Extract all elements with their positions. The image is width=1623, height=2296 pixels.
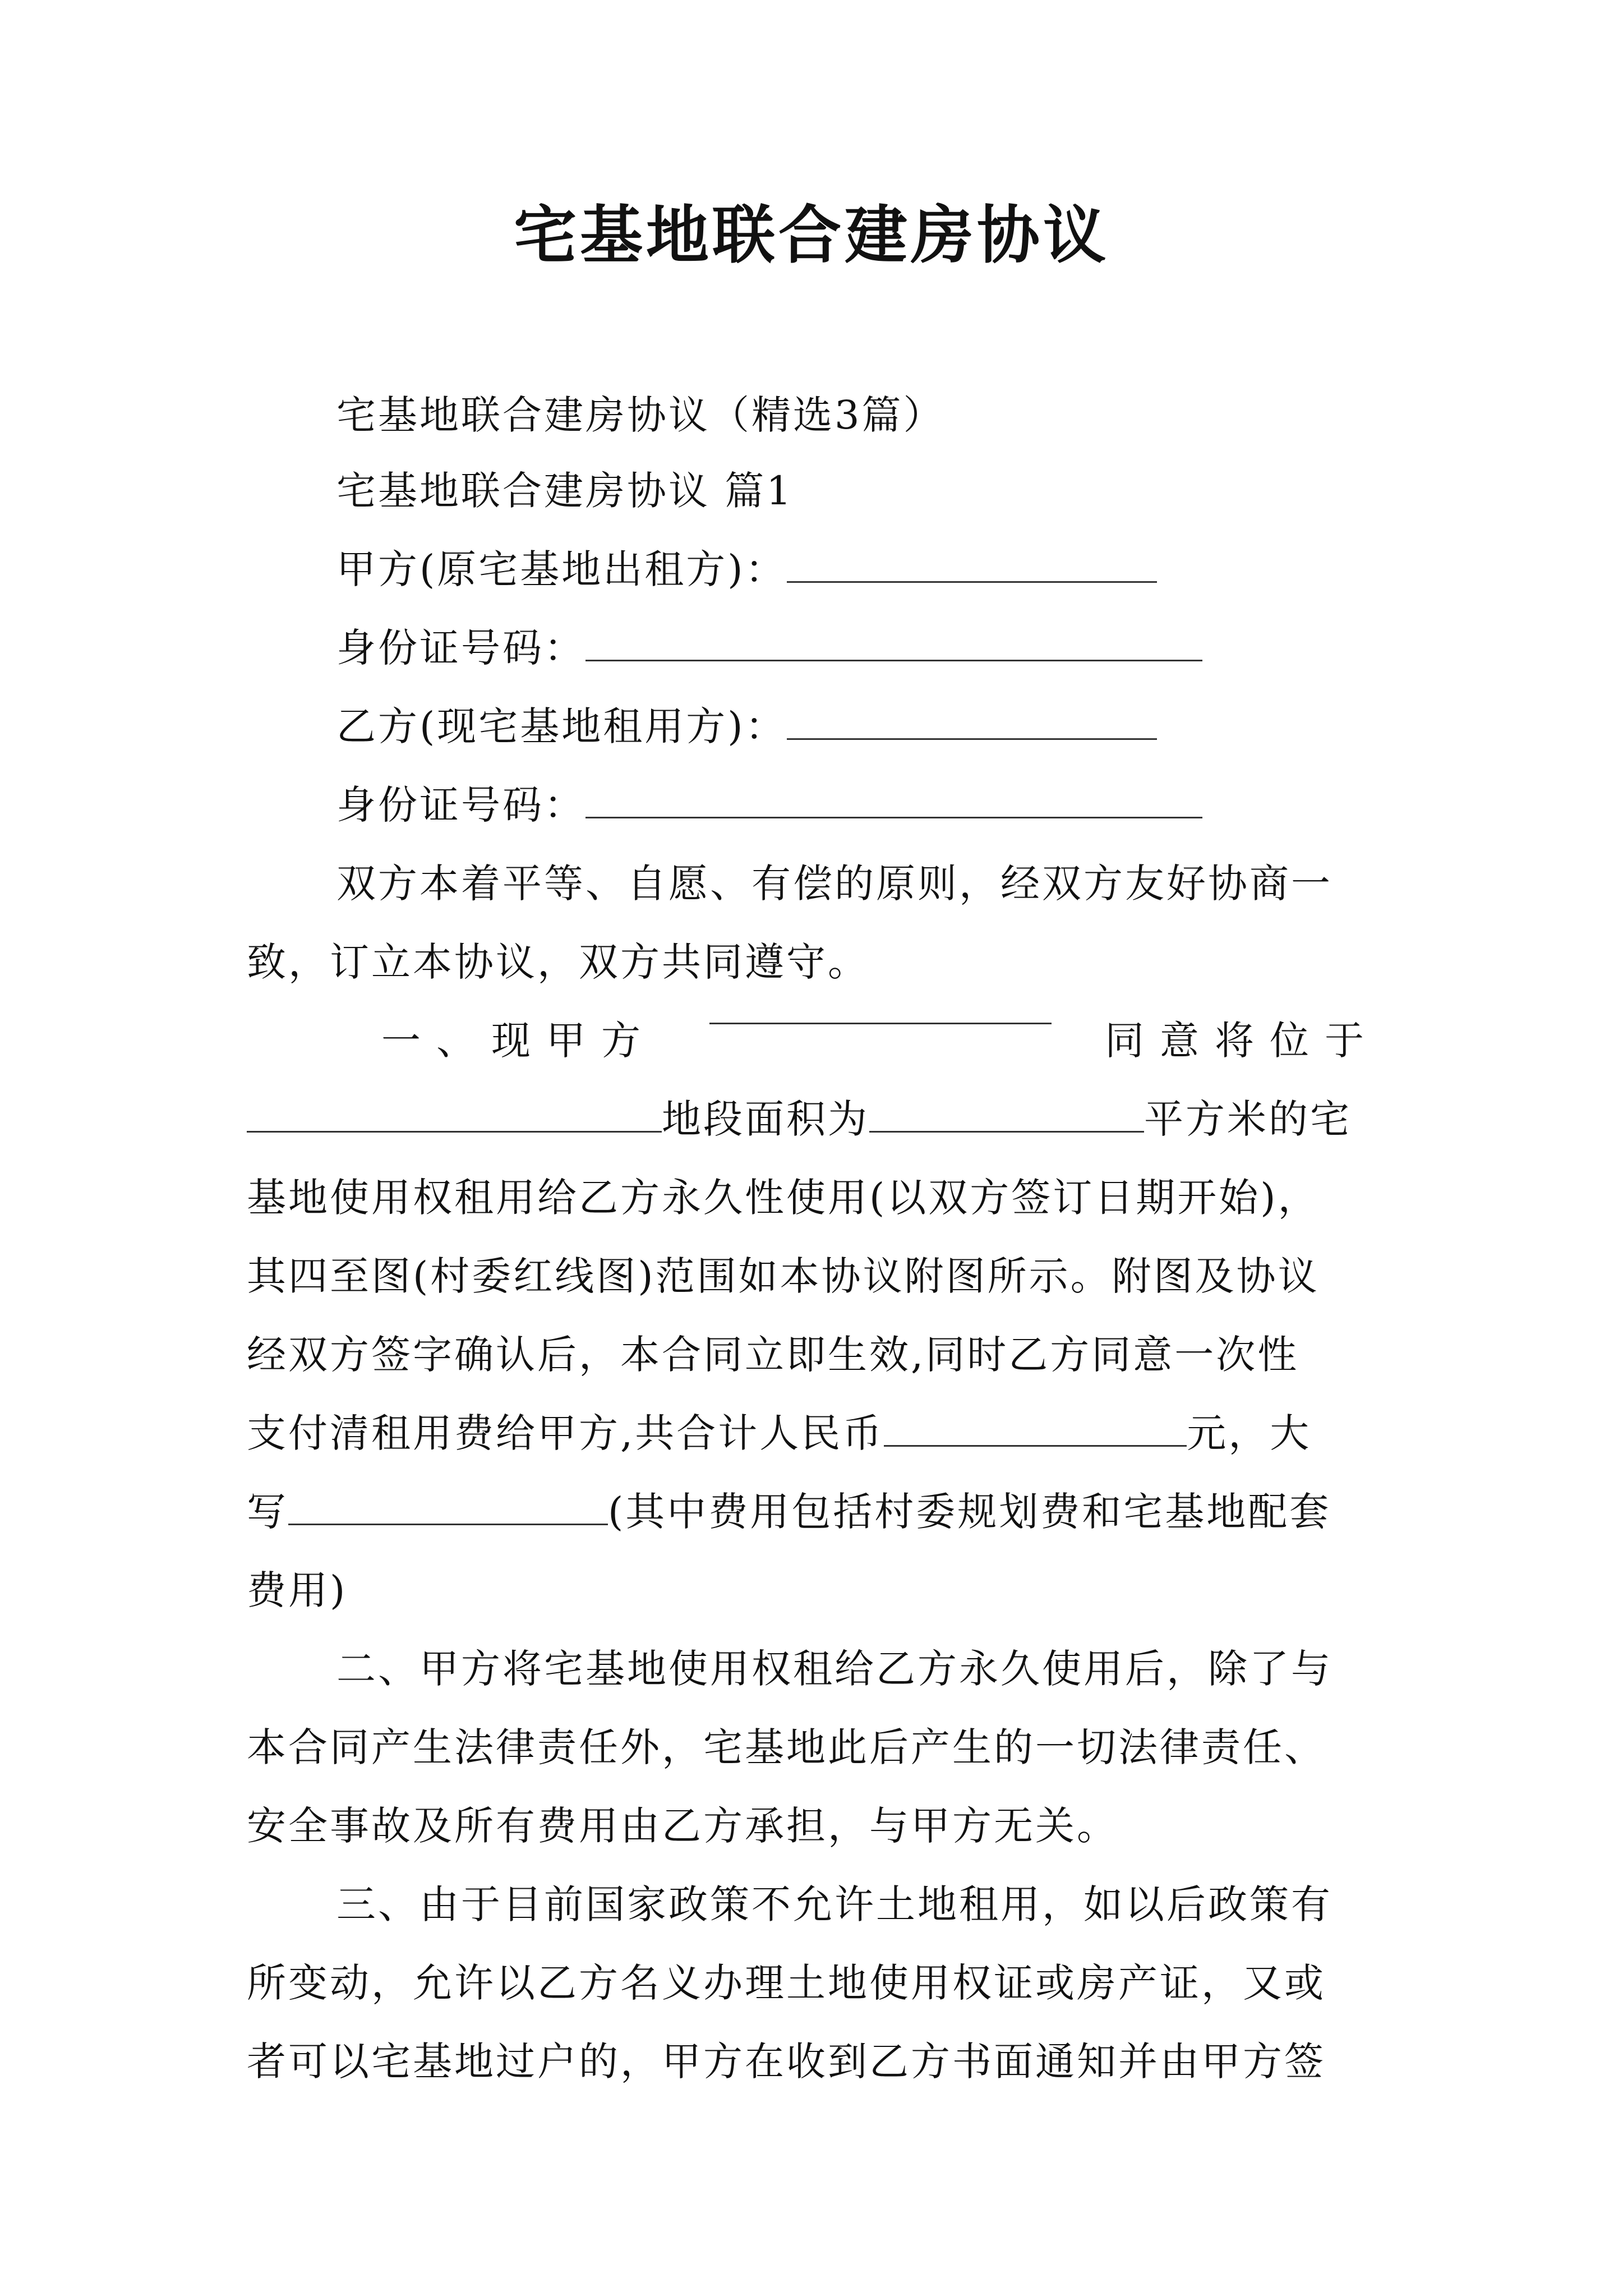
clause1-l7a: 写: [247, 1489, 288, 1535]
id-b-field: [336, 777, 1469, 833]
intro-line-1: 双方本着平等、自愿、有偿的原则，经双方友好协商一: [336, 861, 1332, 907]
party-a-blank[interactable]: [787, 571, 1157, 583]
clause1-line-7: [247, 1484, 1380, 1540]
clause1-area-blank[interactable]: [869, 1121, 1144, 1133]
id-b-label: 身份证号码：: [336, 782, 585, 828]
clause3-line-3: 者可以宅基地过户的，甲方在收到乙方书面通知并由甲方签: [247, 2039, 1326, 2085]
clause1-line-3: 基地使用权租用给乙方永久性使用(以双方签订日期开始)，: [247, 1175, 1320, 1221]
clause1-b: 同意将位于: [1105, 1018, 1380, 1064]
clause1-amount-blank[interactable]: [884, 1435, 1187, 1447]
clause3-line-2: 所变动，允许以乙方名义办理土地使用权证或房产证，又或: [247, 1960, 1326, 2006]
clause1-line-2: [247, 1091, 1380, 1147]
clause3-line-1: 三、由于目前国家政策不允许土地租用，如以后政策有: [336, 1881, 1332, 1927]
clause2-line-2: 本合同产生法律责任外，宅基地此后产生的一切法律责任、: [247, 1724, 1326, 1770]
intro-line-2: 致，订立本协议，双方共同遵守。: [247, 939, 869, 985]
clause1-amount-words-blank[interactable]: [288, 1513, 608, 1525]
clause1-line-8: 费用): [247, 1567, 348, 1613]
party-b-label: 乙方(现宅基地租用方)：: [336, 703, 787, 749]
clause1-l7b: (其中费用包括村委规划费和宅基地配套: [608, 1489, 1331, 1535]
clause1-location-blank[interactable]: [247, 1121, 662, 1133]
clause1-c: 地段面积为: [662, 1096, 869, 1142]
clause1-party-blank[interactable]: [709, 1013, 1052, 1024]
clause2-line-3: 安全事故及所有费用由乙方承担，与甲方无关。: [247, 1803, 1118, 1849]
id-a-blank[interactable]: [585, 650, 1202, 661]
party-b-blank[interactable]: [787, 728, 1157, 740]
id-b-blank[interactable]: [585, 807, 1202, 818]
clause1-l6b: 元，大: [1187, 1410, 1312, 1456]
subtitle: 宅基地联合建房协议（精选3篇）: [336, 392, 945, 438]
clause1-line-1: [381, 1013, 1380, 1069]
clause1-l6a: 支付清租用费给甲方,共合计人民币: [247, 1410, 884, 1456]
id-a-label: 身份证号码：: [336, 625, 585, 671]
clause1-line-4: 其四至图(村委红线图)范围如本协议附图所示。附图及协议: [247, 1253, 1320, 1299]
clause2-line-1: 二、甲方将宅基地使用权租给乙方永久使用后，除了与: [336, 1646, 1332, 1692]
clause1-line-6: [247, 1405, 1380, 1461]
id-a-field: [336, 620, 1469, 676]
party-b-field: [336, 698, 1469, 754]
party-a-field: [336, 541, 1469, 597]
clause1-a: 一、现甲方: [381, 1018, 656, 1064]
party-a-label: 甲方(原宅基地出租方)：: [336, 546, 787, 592]
section-heading: 宅基地联合建房协议 篇1: [336, 468, 794, 514]
clause1-line-5: 经双方签字确认后，本合同立即生效,同时乙方同意一次性: [247, 1332, 1299, 1378]
document-title: 宅基地联合建房协议: [514, 199, 1109, 272]
clause1-d: 平方米的宅: [1144, 1096, 1352, 1142]
